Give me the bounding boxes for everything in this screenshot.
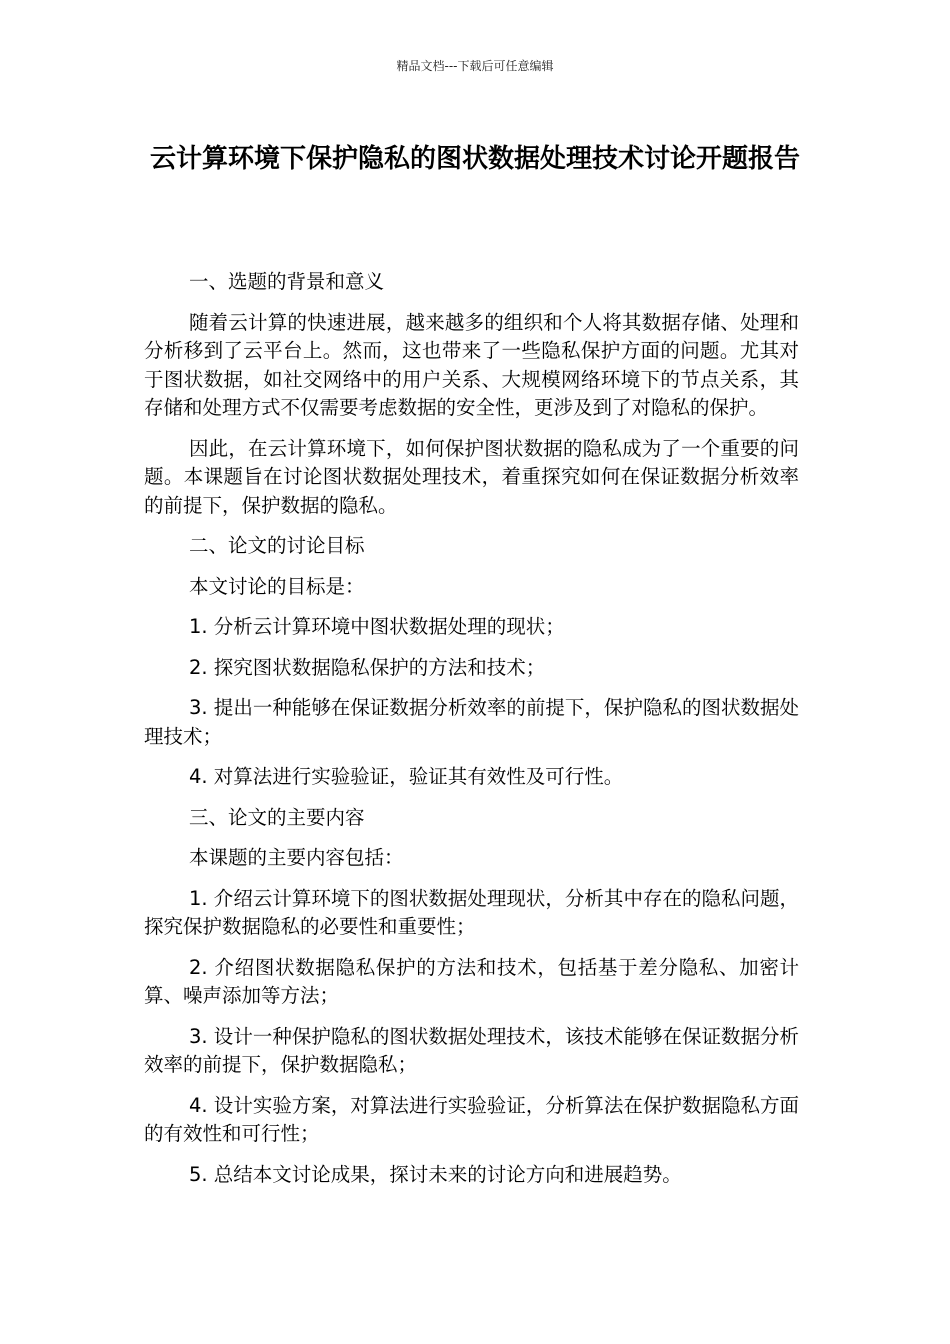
section-2-item: 1. 分析云计算环境中图状数据处理的现状；: [189, 615, 565, 638]
section-3-intro: 本课题的主要内容包括：: [189, 846, 404, 869]
section-3-item: 1. 介绍云计算环境下的图状数据处理现状，分析其中存在的隐私问题，探究保护数据隐私的必要性和重要性；: [144, 886, 799, 938]
document-body: [144, 268, 799, 1201]
section-3-heading: 三、论文的主要内容: [189, 805, 365, 829]
section-1-heading: 一、选题的背景和意义: [189, 270, 385, 293]
section-2-item: 2. 探究图状数据隐私保护的方法和技术；: [189, 655, 546, 679]
document-title: 云计算环境下保护隐私的图状数据处理技术讨论开题报告: [149, 144, 800, 174]
section-3-item: 5. 总结本文讨论成果，探讨未来的讨论方向和进展趋势。: [189, 1162, 682, 1186]
section-2-intro: 本文讨论的目标是：: [189, 574, 365, 598]
section-2-heading: 二、论文的讨论目标: [189, 534, 365, 557]
section-3-item: 3. 设计一种保护隐私的图状数据处理技术，该技术能够在保证数据分析效率的前提下，保护数据隐私；: [144, 1024, 799, 1076]
section-1-paragraph-2: 因此，在云计算环境下，如何保护图状数据的隐私成为了一个重要的问题。本课题旨在讨论图状数据处理技术，着重探究如何在保证数据分析效率的前提下，保护数据的隐私。: [144, 436, 799, 517]
section-3-item: 2. 介绍图状数据隐私保护的方法和技术，包括基于差分隐私、加密计算、噪声添加等方法；: [144, 955, 799, 1007]
section-2-item: 3. 提出一种能够在保证数据分析效率的前提下，保护隐私的图状数据处理技术；: [144, 696, 799, 748]
header-note: 精品文档---下载后可任意编辑: [396, 59, 554, 73]
section-1-paragraph-1: 随着云计算的快速进展，越来越多的组织和个人将其数据存储、处理和分析移到了云平台上。然而，这也带来了一些隐私保护方面的问题。尤其对于图状数据，如社交网络中的用户关系、大规模网络环境下的节点关系，其存储和处理方式不仅需要考虑数据的安全性，更涉及到了对隐私的保护。: [144, 310, 799, 419]
section-2-item: 4. 对算法进行实验验证，验证其有效性及可行性。: [189, 765, 624, 788]
section-3-item: 4. 设计实验方案，对算法进行实验验证，分析算法在保护数据隐私方面的有效性和可行性；: [144, 1093, 799, 1145]
